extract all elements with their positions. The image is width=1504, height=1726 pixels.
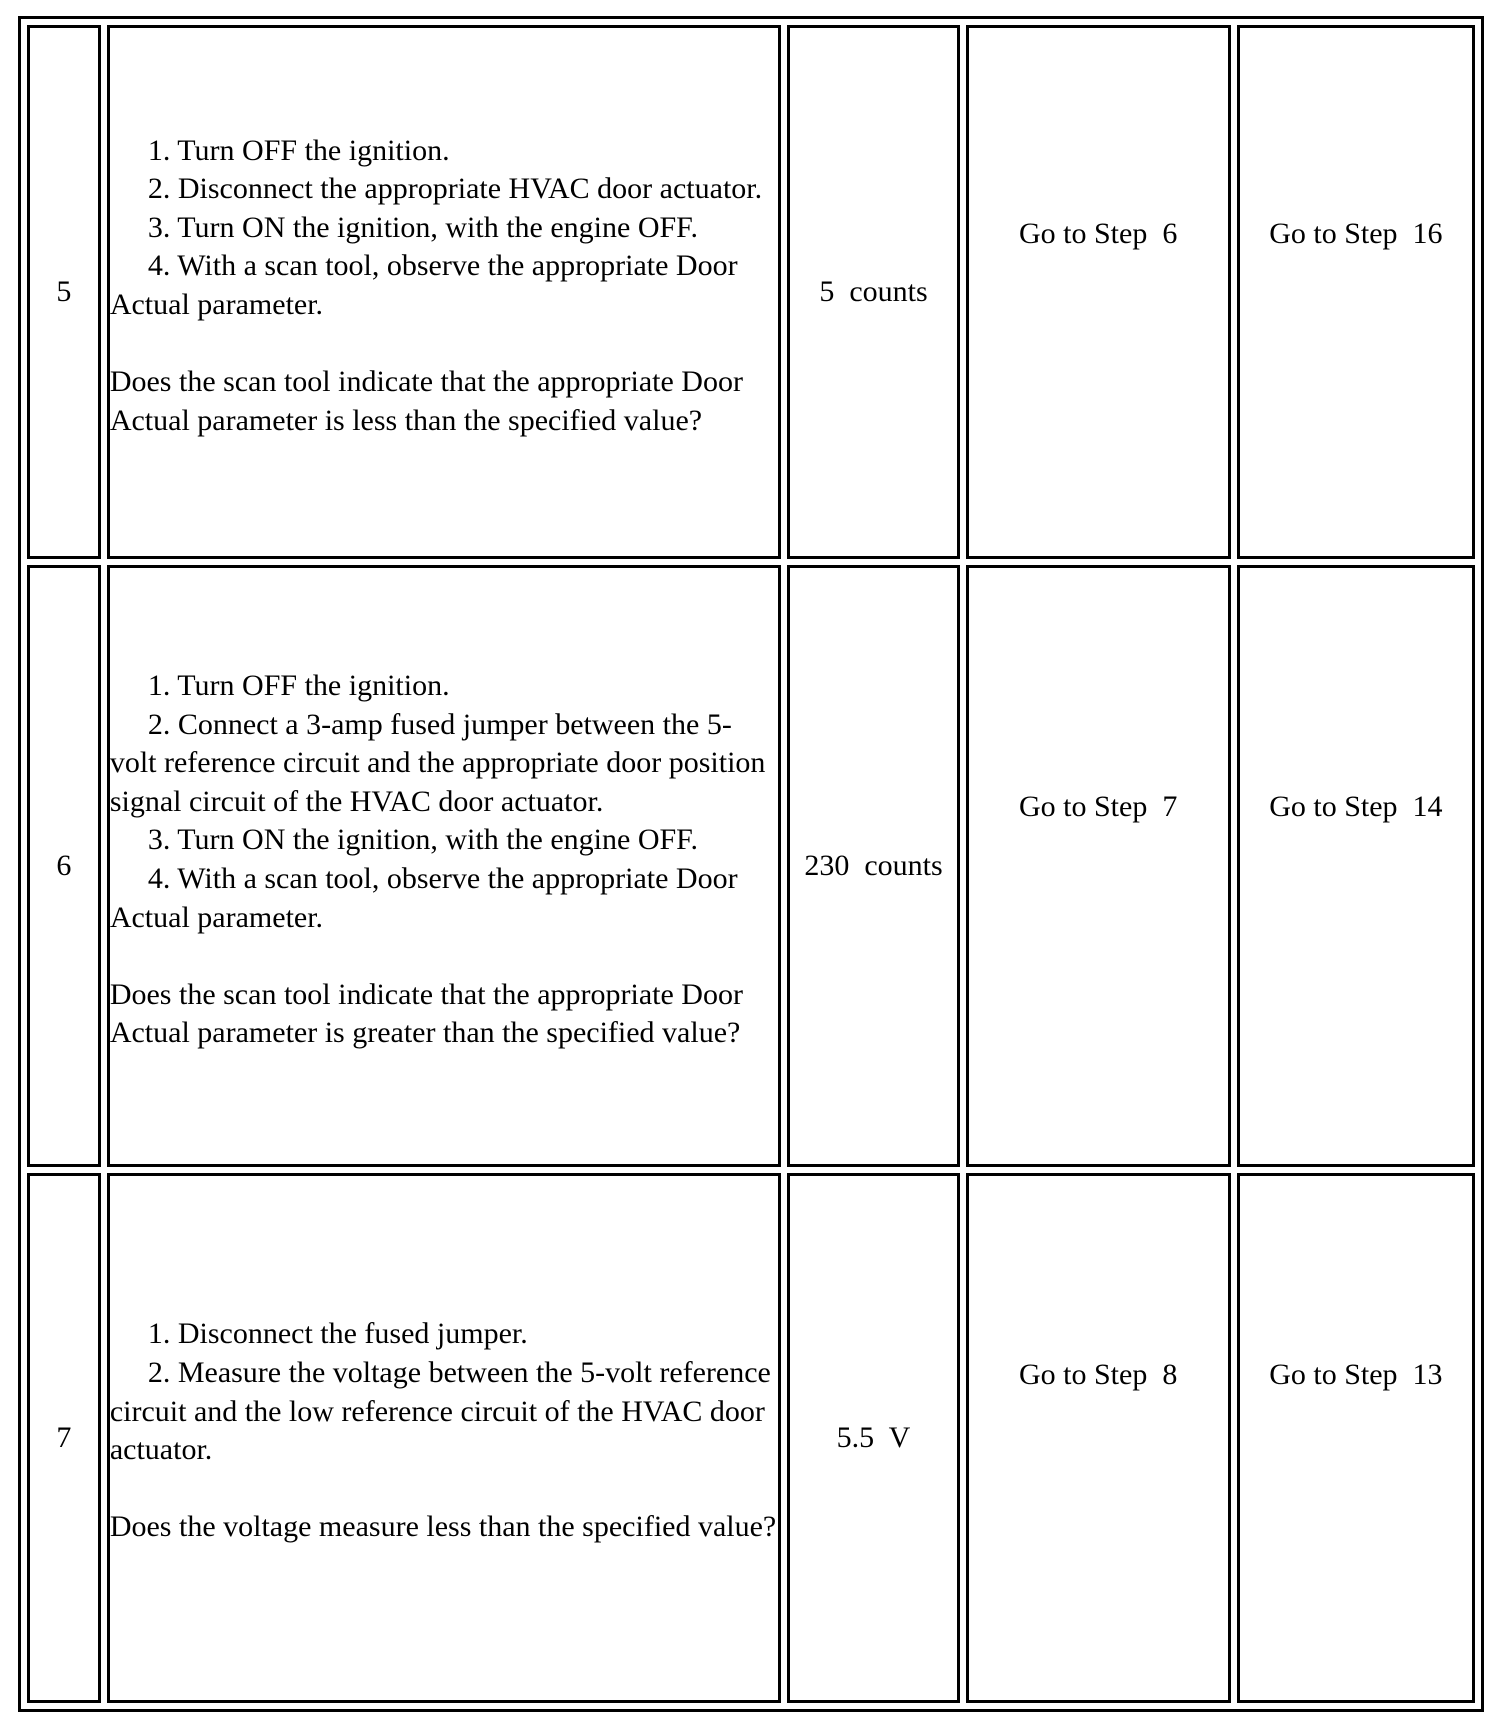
table-row: [27, 565, 1475, 1168]
step-number: 5: [56, 274, 72, 308]
action-question: Does the scan tool indicate that the appropriate Door Actual parameter is less than the specified value?: [109, 365, 743, 437]
action-cell: [107, 565, 782, 1168]
yes-cell: [966, 565, 1231, 1168]
action-question: Does the scan tool indicate that the appropriate Door Actual parameter is greater than the specified value?: [109, 977, 743, 1050]
action-cell: [107, 1173, 782, 1703]
yes-cell: [966, 1173, 1231, 1703]
no-link[interactable]: Go to Step 14: [1269, 789, 1443, 823]
action-item: 2. Disconnect the appropriate HVAC door actuator.: [147, 172, 763, 206]
table-row: [27, 1173, 1475, 1703]
specified-value: 5.5 V: [836, 1420, 911, 1454]
value-cell: [787, 25, 959, 559]
action-item: 3. Turn ON the ignition, with the engine OFF.: [147, 210, 698, 244]
yes-cell: [966, 25, 1231, 559]
value-cell: [787, 565, 959, 1168]
action-cell: [107, 25, 782, 559]
yes-link[interactable]: Go to Step 6: [1018, 216, 1178, 250]
action-item: 2. Connect a 3-amp fused jumper between the 5-volt reference circuit and the appropriate door position signal circuit of the HVAC door actuator.: [109, 707, 766, 818]
specified-value: 5 counts: [819, 274, 928, 308]
diagnostic-table: [18, 16, 1484, 1712]
action-item: 1. Turn OFF the ignition.: [147, 133, 450, 167]
action-item: 1. Disconnect the fused jumper.: [147, 1317, 528, 1351]
step-number-cell: [27, 565, 101, 1168]
yes-link[interactable]: Go to Step 7: [1018, 789, 1178, 823]
action-item: 2. Measure the voltage between the 5-volt reference circuit and the low reference circuit of the HVAC door actuator.: [109, 1355, 771, 1467]
step-number-cell: [27, 25, 101, 559]
action-question: Does the voltage measure less than the specified value?: [109, 1510, 777, 1544]
no-link[interactable]: Go to Step 13: [1269, 1358, 1443, 1392]
step-number-cell: [27, 1173, 101, 1703]
action-item: 4. With a scan tool, observe the appropriate Door Actual parameter.: [109, 862, 738, 934]
step-number: 7: [56, 1420, 72, 1454]
value-cell: [787, 1173, 959, 1703]
step-number: 6: [56, 848, 72, 882]
action-item: 4. With a scan tool, observe the appropriate Door Actual parameter.: [109, 249, 738, 321]
no-cell: [1237, 565, 1475, 1168]
yes-link[interactable]: Go to Step 8: [1018, 1358, 1178, 1392]
table-row: [27, 25, 1475, 559]
specified-value: 230 counts: [804, 848, 943, 882]
no-cell: [1237, 25, 1475, 559]
no-link[interactable]: Go to Step 16: [1269, 216, 1443, 250]
action-item: 3. Turn ON the ignition, with the engine OFF.: [147, 823, 698, 857]
action-item: 1. Turn OFF the ignition.: [147, 669, 450, 703]
no-cell: [1237, 1173, 1475, 1703]
